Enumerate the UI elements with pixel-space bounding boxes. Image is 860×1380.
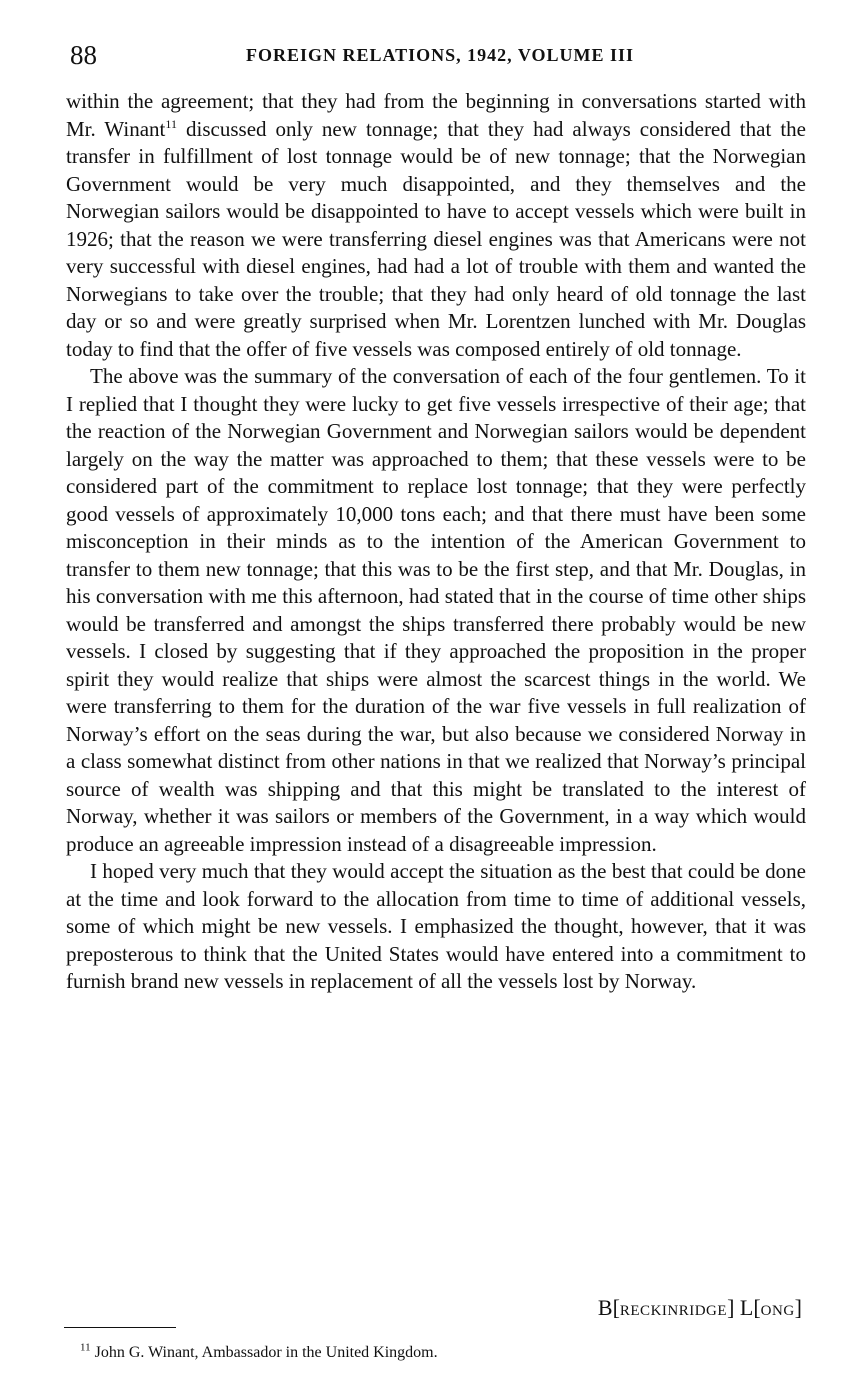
page-header	[70, 38, 810, 72]
signature-name-1: RECKINRIDGE	[619, 1303, 728, 1319]
signature: B[RECKINRIDGE] L[ONG]	[597, 1295, 802, 1320]
footnote-marker: 11	[80, 1341, 91, 1354]
signature-name-2: ONG	[760, 1303, 795, 1319]
footnote	[80, 1342, 438, 1364]
footnote-reference: 11	[165, 116, 177, 131]
footnote-text: John G. Winant, Ambassador in the United Kingdom.	[90, 1344, 438, 1361]
paragraph-1-text-before: within the agreement; that they had from the beginning in conversations started with Mr. Winant	[66, 89, 806, 141]
paragraph-1	[66, 88, 806, 363]
running-head: FOREIGN RELATIONS, 1942, VOLUME III	[245, 45, 635, 65]
paragraph-1-text-after: discussed only new tonnage; that they had always considered that the transfer in fulfillment of lost tonnage would be of new tonnage; that the Norwegian Government would be very much disappointed, and they themselves and the Norwegian sailors would be disappointed to have to accept vessels which were built in 1926; that the reason we were transferring diesel engines was that Americans were not very successful with diesel engines, had had a lot of trouble with them and wanted the Norwegians to take over the trouble; that they had only heard of old tonnage the last day or so and were greatly surprised when Mr. Lorentzen lunched with Mr. Douglas today to find that the offer of five vessels was composed entirely of old tonnage.	[66, 116, 806, 361]
signature-initial-l: L	[739, 1295, 754, 1320]
footnote-divider	[64, 1327, 176, 1328]
body-text	[66, 88, 806, 996]
paragraph-3: I hoped very much that they would accept the situation as the best that could be done at the time and look forward to the allocation from time to time of additional vessels, some of which might be new vessels. I emphasized the thought, however, that it was preposterous to think that the United States would have entered into a commitment to furnish brand new vessels in replacement of all the vessels lost by Norway.	[66, 859, 806, 993]
page-number: 88	[70, 40, 97, 70]
paragraph-2: The above was the summary of the conversation of each of the four gentlemen. To it I replied that I thought they were lucky to get five vessels irrespective of their age; that the reaction of the Norwegian Government and Norwegian sailors would be dependent largely on the way the matter was approached to them; that these vessels were to be considered part of the commitment to replace lost tonnage; that they were perfectly good vessels of approximately 10,000 tons each; and that there must have been some misconception in their minds as to the intention of the American Government to transfer to them new tonnage; that this was to be the first step, and that Mr. Douglas, in his conversation with me this afternoon, had stated that in the course of time other ships would be transferred and amongst the ships transferred there probably would be new vessels. I closed by suggesting that if they approached the proposition in the proper spirit they would realize that ships were almost the scarcest things in the world. We were transferring to them for the duration of the war five vessels in full realization of Norway’s effort on the seas during the war, but also because we considered Norway in a class somewhat distinct from other nations in that we realized that Norway’s principal source of wealth was shipping and that this might be translated to the interest of Norway, whether it was sailors or members of the Government, in a way which would produce an agreeable impression instead of a disagreeable impression.	[66, 364, 806, 856]
signature-initial-b: B	[597, 1295, 613, 1320]
